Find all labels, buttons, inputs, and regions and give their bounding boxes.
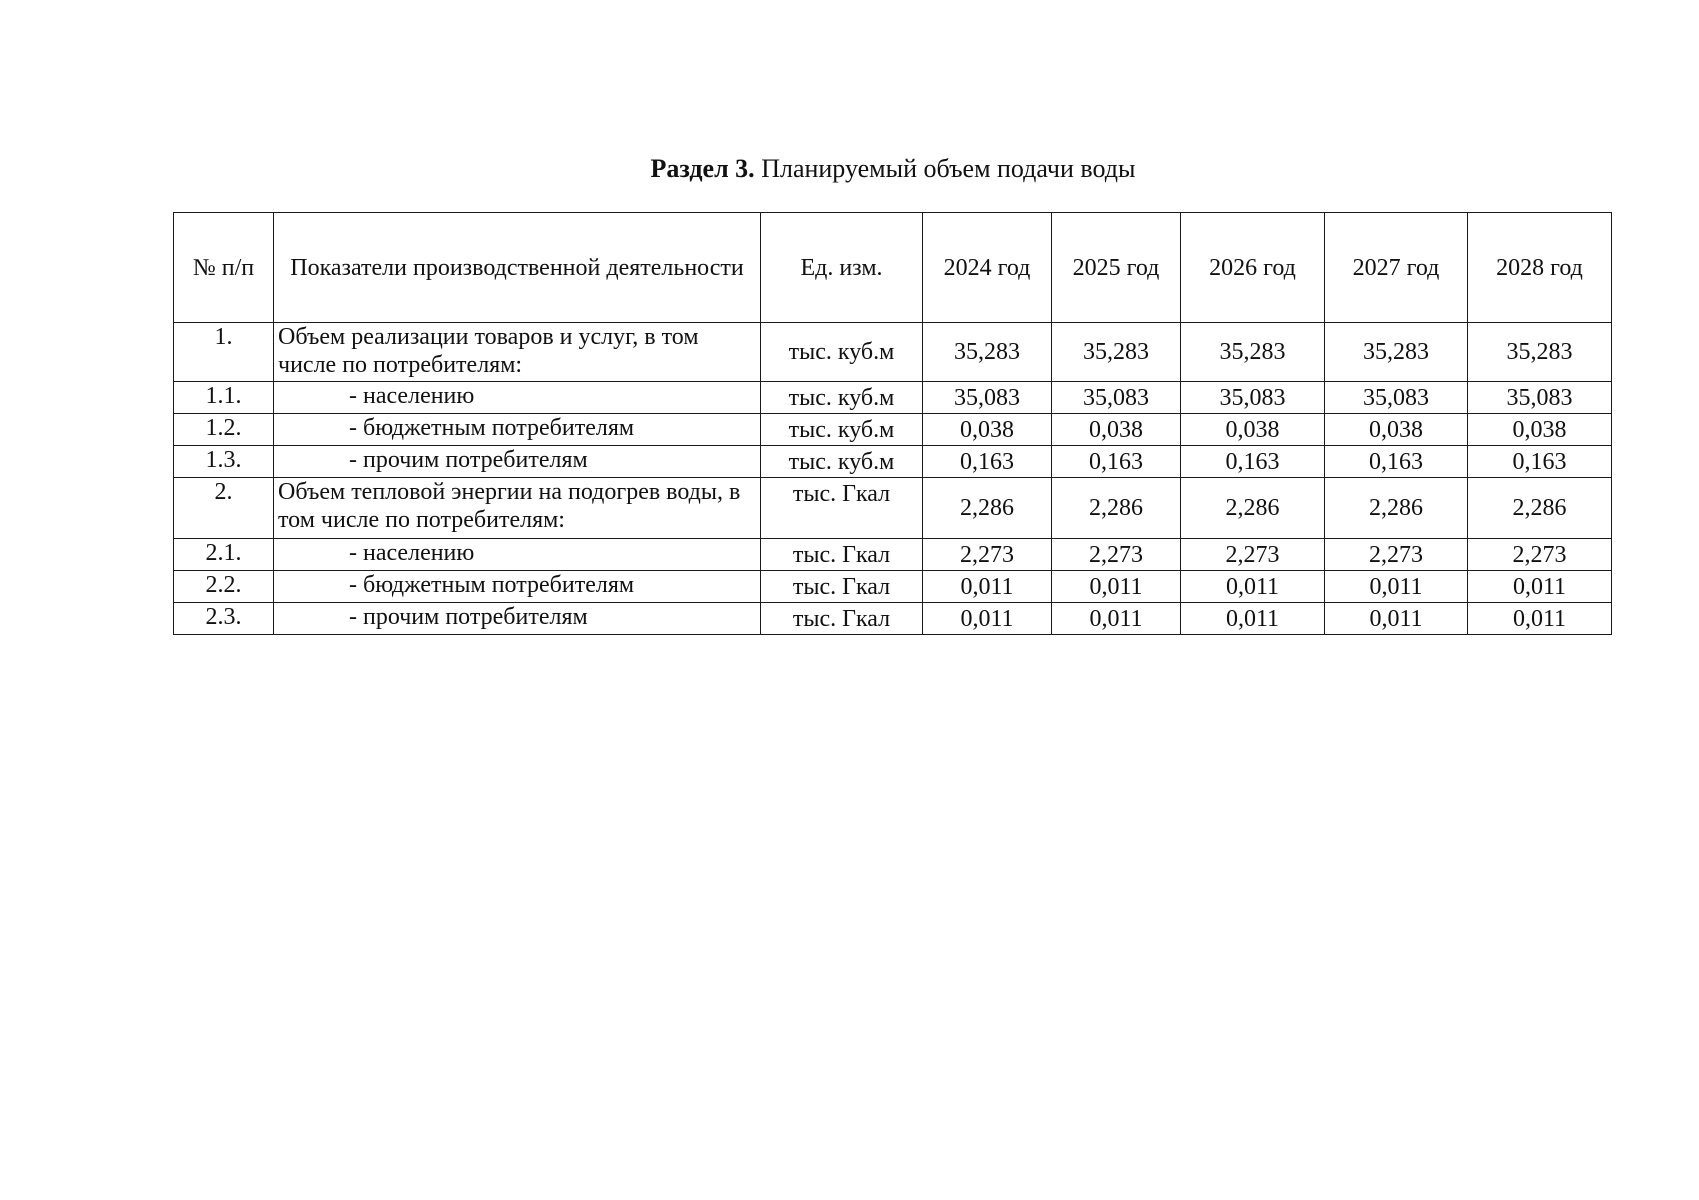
header-row bbox=[174, 213, 1612, 323]
header-year-2025: 2025 год bbox=[1052, 213, 1181, 323]
value-cell: 2,273 bbox=[1325, 539, 1468, 571]
indicator-name: - прочим потребителям bbox=[274, 446, 761, 478]
indicator-name: - населению bbox=[274, 539, 761, 571]
value-cell: 35,083 bbox=[1325, 382, 1468, 414]
unit-cell: тыс. Гкал bbox=[761, 571, 923, 603]
section-title: Планируемый объем подачи воды bbox=[754, 154, 1136, 183]
value-cell: 35,283 bbox=[1325, 323, 1468, 382]
value-cell: 2,286 bbox=[1325, 478, 1468, 539]
table-row bbox=[174, 446, 1612, 478]
value-cell: 2,273 bbox=[1181, 539, 1325, 571]
table-row bbox=[174, 603, 1612, 635]
row-number: 2.2. bbox=[174, 571, 274, 603]
header-year-2028: 2028 год bbox=[1468, 213, 1612, 323]
value-cell: 35,283 bbox=[1181, 323, 1325, 382]
table-row bbox=[174, 478, 1612, 539]
header-indicator: Показатели производственной деятельности bbox=[274, 213, 761, 323]
value-cell: 2,286 bbox=[923, 478, 1052, 539]
value-cell: 0,011 bbox=[1468, 603, 1612, 635]
row-number: 1.1. bbox=[174, 382, 274, 414]
value-cell: 35,083 bbox=[1468, 382, 1612, 414]
unit-cell: тыс. Гкал bbox=[761, 539, 923, 571]
indicator-name: - населению bbox=[274, 382, 761, 414]
water-supply-table bbox=[173, 212, 1612, 635]
indicator-name: - прочим потребителям bbox=[274, 603, 761, 635]
header-year-2026: 2026 год bbox=[1181, 213, 1325, 323]
value-cell: 2,273 bbox=[1052, 539, 1181, 571]
indicator-name: - бюджетным потребителям bbox=[274, 571, 761, 603]
table-row bbox=[174, 539, 1612, 571]
header-year-2024: 2024 год bbox=[923, 213, 1052, 323]
row-number: 1. bbox=[174, 323, 274, 382]
value-cell: 0,038 bbox=[1181, 414, 1325, 446]
value-cell: 0,011 bbox=[923, 603, 1052, 635]
value-cell: 0,011 bbox=[923, 571, 1052, 603]
value-cell: 35,083 bbox=[1181, 382, 1325, 414]
section-label: Раздел 3. bbox=[650, 154, 755, 183]
indicator-name: Объем реализации товаров и услуг, в том числе по потребителям: bbox=[274, 323, 761, 382]
value-cell: 0,163 bbox=[1325, 446, 1468, 478]
value-cell: 2,286 bbox=[1468, 478, 1612, 539]
value-cell: 0,011 bbox=[1325, 603, 1468, 635]
unit-cell: тыс. Гкал bbox=[761, 478, 923, 539]
value-cell: 35,283 bbox=[923, 323, 1052, 382]
value-cell: 2,273 bbox=[1468, 539, 1612, 571]
value-cell: 0,163 bbox=[1181, 446, 1325, 478]
table-row bbox=[174, 571, 1612, 603]
value-cell: 0,163 bbox=[923, 446, 1052, 478]
value-cell: 0,011 bbox=[1052, 571, 1181, 603]
table-row bbox=[174, 382, 1612, 414]
unit-cell: тыс. куб.м bbox=[761, 323, 923, 382]
value-cell: 0,011 bbox=[1181, 571, 1325, 603]
table-row bbox=[174, 323, 1612, 382]
table-row bbox=[174, 414, 1612, 446]
row-number: 2.3. bbox=[174, 603, 274, 635]
row-number: 1.3. bbox=[174, 446, 274, 478]
indicator-name: - бюджетным потребителям bbox=[274, 414, 761, 446]
unit-cell: тыс. куб.м bbox=[761, 382, 923, 414]
header-unit: Ед. изм. bbox=[761, 213, 923, 323]
value-cell: 0,011 bbox=[1325, 571, 1468, 603]
row-number: 1.2. bbox=[174, 414, 274, 446]
value-cell: 0,011 bbox=[1181, 603, 1325, 635]
row-number: 2.1. bbox=[174, 539, 274, 571]
value-cell: 35,283 bbox=[1052, 323, 1181, 382]
value-cell: 35,283 bbox=[1468, 323, 1612, 382]
value-cell: 0,038 bbox=[923, 414, 1052, 446]
value-cell: 0,163 bbox=[1052, 446, 1181, 478]
value-cell: 2,273 bbox=[923, 539, 1052, 571]
value-cell: 0,163 bbox=[1468, 446, 1612, 478]
unit-cell: тыс. Гкал bbox=[761, 603, 923, 635]
unit-cell: тыс. куб.м bbox=[761, 446, 923, 478]
page-title bbox=[0, 153, 1699, 185]
value-cell: 0,038 bbox=[1325, 414, 1468, 446]
row-number: 2. bbox=[174, 478, 274, 539]
value-cell: 0,011 bbox=[1052, 603, 1181, 635]
indicator-name: Объем тепловой энергии на подогрев воды, в том числе по потребителям: bbox=[274, 478, 761, 539]
value-cell: 35,083 bbox=[923, 382, 1052, 414]
value-cell: 0,038 bbox=[1052, 414, 1181, 446]
value-cell: 0,011 bbox=[1468, 571, 1612, 603]
value-cell: 35,083 bbox=[1052, 382, 1181, 414]
value-cell: 0,038 bbox=[1468, 414, 1612, 446]
value-cell: 2,286 bbox=[1181, 478, 1325, 539]
value-cell: 2,286 bbox=[1052, 478, 1181, 539]
header-num: № п/п bbox=[174, 213, 274, 323]
header-year-2027: 2027 год bbox=[1325, 213, 1468, 323]
unit-cell: тыс. куб.м bbox=[761, 414, 923, 446]
